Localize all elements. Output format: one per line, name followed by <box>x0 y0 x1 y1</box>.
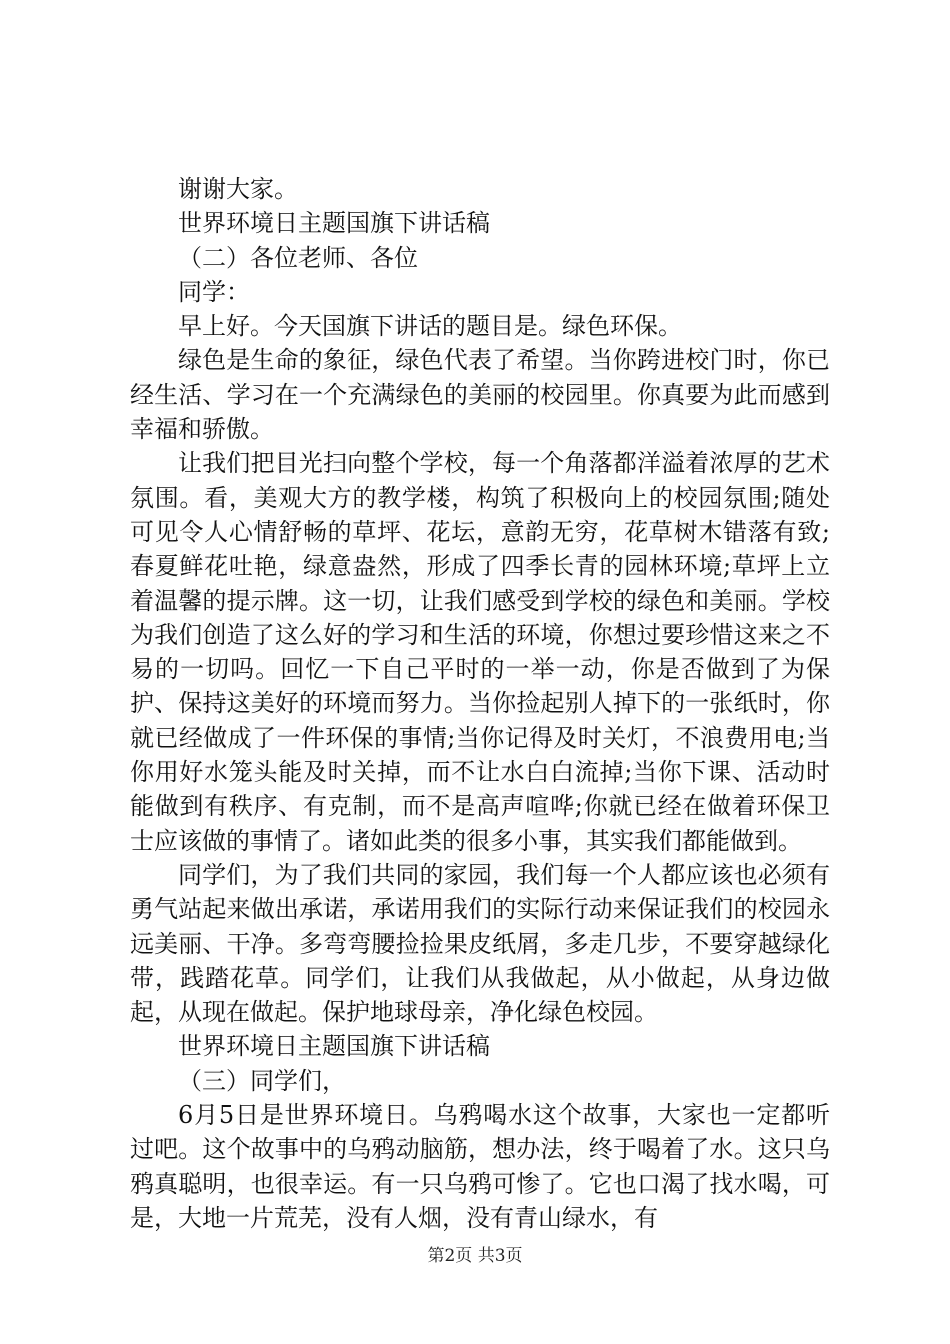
paragraph: 谢谢大家。 <box>178 175 298 203</box>
paragraph: 让我们把目光扫向整个学校，每一个角落都洋溢着浓厚的艺术氛围。看，美观大方的教学楼，构筑了积极向上的校园氛围;随处可见令人心情舒畅的草坪、花坛，意韵无穷，花草树木错落有致;春夏鲜花吐艳，绿意盎然，形成了四季长青的园林环境;草坪上立着温馨的提示牌。这一切，让我们感受到学校的绿色和美丽。学校为我们创造了这么好的学习和生活的环境，你想过要珍惜这来之不易的一切吗。回忆一下自己平时的一举一动，你是否做到了为保护、保持这美好的环境而努力。当你捡起别人掉下的一张纸时，你就已经做成了一件环保的事情;当你记得及时关灯，不浪费用电;当你用好水笼头能及时关掉，而不让水白白流掉;当你下课、活动时能做到有秩序、有克制，而不是高声喧哗;你就已经在做着环保卫士应该做的事情了。诸如此类的很多小事，其实我们都能做到。 <box>130 449 830 855</box>
paragraph: （三）同学们， <box>178 1066 346 1095</box>
paragraph: 绿色是生命的象征，绿色代表了希望。当你跨进校门时，你已经生活、学习在一个充满绿色的美丽的校园里。你真要为此而感到幸福和骄傲。 <box>130 346 830 444</box>
paragraph: 6月5日是世界环境日。乌鸦喝水这个故事，大家也一定都听过吧。这个故事中的乌鸦动脑筋，想办法，终于喝着了水。这只乌鸦真聪明，也很幸运。有一只乌鸦可惨了。它也口渴了找水喝，可是，大地一片荒芜，没有人烟，没有青山绿水，有 <box>130 1101 830 1232</box>
document-body <box>130 172 830 1235</box>
paragraph: 同学们，为了我们共同的家园，我们每一个人都应该也必须有勇气站起来做出承诺，承诺用我们的实际行动来保证我们的校园永远美丽、干净。多弯弯腰捡捡果皮纸屑，多走几步，不要穿越绿化带，践踏花草。同学们，让我们从我做起，从小做起，从身边做起，从现在做起。保护地球母亲，净化绿色校园。 <box>130 860 830 1027</box>
paragraph: 早上好。今天国旗下讲话的题目是。绿色环保。 <box>178 312 682 341</box>
page-number-footer: 第2页 共3页 <box>427 1246 523 1266</box>
paragraph: 同学： <box>178 277 250 306</box>
section-title: 世界环境日主题国旗下讲话稿 <box>178 1032 490 1061</box>
paragraph: （二）各位老师、各位 <box>178 243 418 272</box>
section-title: 世界环境日主题国旗下讲话稿 <box>178 209 490 238</box>
